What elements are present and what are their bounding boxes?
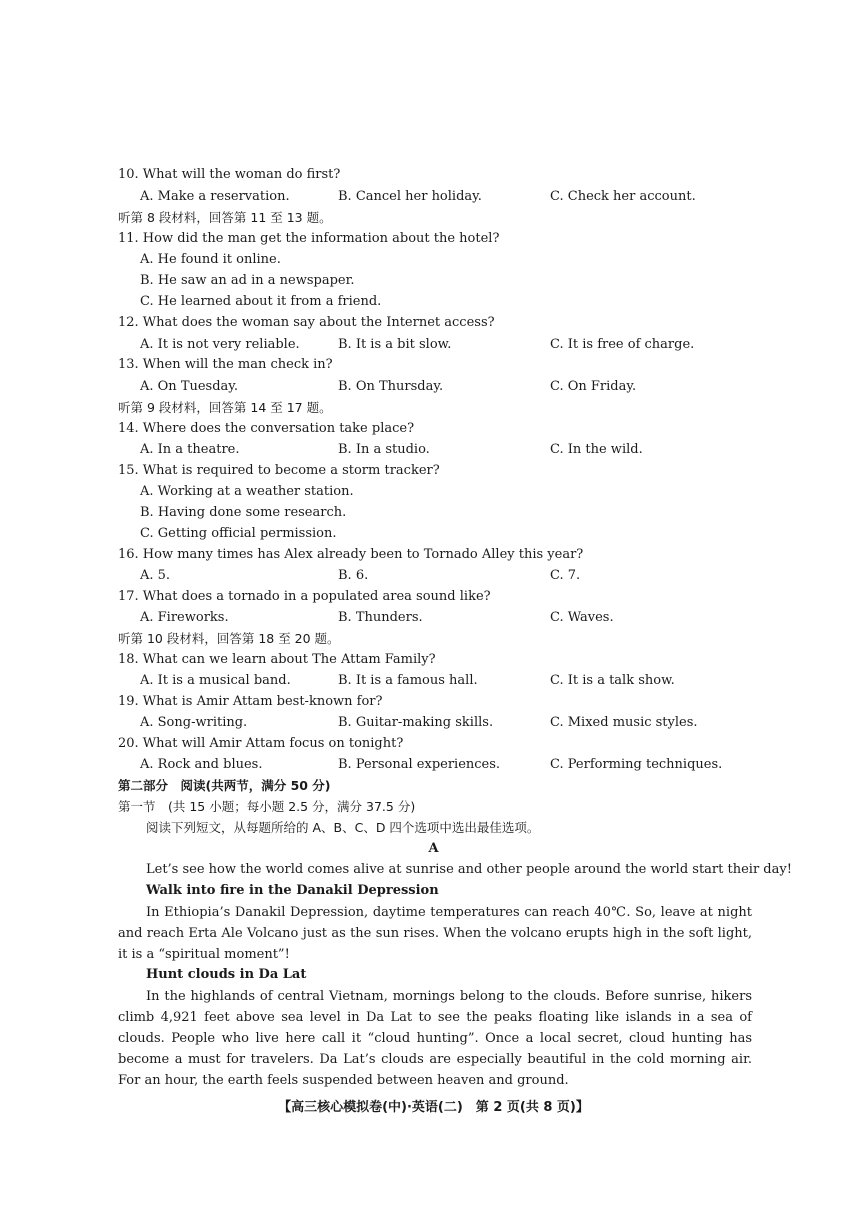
paragraph-danakil: In Ethiopia’s Danakil Depression, daytime temperatures can reach 40℃. So, leave at night and reach Erta Ale Volcano just as the sun rises. When the volcano erupts high in the soft light, it is a “spiritual moment”! [118,905,752,962]
q17-option-c: C. Waves. [550,610,614,625]
q11-option-a: A. He found it online. [140,252,281,267]
question-13: 13. When will the man check in? [118,357,333,372]
q12-option-a: A. It is not very reliable. [140,337,300,352]
section-intro-8: 听第 8 段材料，回答第 11 至 13 题。 [118,210,332,225]
q10-option-a: A. Make a reservation. [140,189,290,204]
q14-option-c: C. In the wild. [550,442,643,457]
question-16: 16. How many times has Alex already been to Tornado Alley this year? [118,547,584,562]
q16-option-a: A. 5. [140,568,171,583]
q12-option-c: C. It is free of charge. [550,337,695,352]
section-one-title: 第一节 (共 15 小题；每小题 2.5 分，满分 37.5 分) [118,799,416,814]
q19-option-a: A. Song-writing. [140,715,248,730]
q20-option-b: B. Personal experiences. [338,757,501,772]
q15-option-b: B. Having done some research. [140,505,347,520]
section-intro-9: 听第 9 段材料，回答第 14 至 17 题。 [118,400,332,415]
q11-option-c: C. He learned about it from a friend. [140,294,382,309]
heading-da-lat: Hunt clouds in Da Lat [146,967,307,982]
q10-option-c: C. Check her account. [550,189,696,204]
q14-option-b: B. In a studio. [338,442,430,457]
q17-option-b: B. Thunders. [338,610,423,625]
q17-option-a: A. Fireworks. [140,610,229,625]
part-two-title: 第二部分 阅读(共两节，满分 50 分) [118,778,331,793]
question-17: 17. What does a tornado in a populated area sound like? [118,589,491,604]
q12-option-b: B. It is a bit slow. [338,337,452,352]
section-intro-10: 听第 10 段材料，回答第 18 至 20 题。 [118,631,340,646]
passage-label: A [428,841,439,856]
question-19: 19. What is Amir Attam best-known for? [118,694,383,709]
q20-option-c: C. Performing techniques. [550,757,723,772]
q15-option-a: A. Working at a weather station. [140,484,354,499]
question-11: 11. How did the man get the information about the hotel? [118,231,500,246]
reading-instruction: 阅读下列短文，从每题所给的 A、B、C、D 四个选项中选出最佳选项。 [146,820,540,835]
heading-danakil: Walk into fire in the Danakil Depression [146,883,439,898]
paragraph-da-lat: In the highlands of central Vietnam, mornings belong to the clouds. Before sunrise, hikers climb 4,921 feet above sea level in Da Lat to see the peaks floating like islands in a sea of clouds. People who live here call it “cloud hunting”. Once a local secret, cloud hunting has become a must for travelers. Da Lat’s clouds are especially beautiful in the cold morning air. For an hour, the earth feels suspended between heaven and ground. [118,989,752,1088]
q16-option-c: C. 7. [550,568,581,583]
q18-option-a: A. It is a musical band. [140,673,291,688]
q18-option-c: C. It is a talk show. [550,673,675,688]
question-12: 12. What does the woman say about the Internet access? [118,315,495,330]
q20-option-a: A. Rock and blues. [140,757,263,772]
question-18: 18. What can we learn about The Attam Family? [118,652,436,667]
q10-option-b: B. Cancel her holiday. [338,189,482,204]
question-20: 20. What will Amir Attam focus on tonight? [118,736,404,751]
q19-option-c: C. Mixed music styles. [550,715,698,730]
q13-option-c: C. On Friday. [550,379,637,394]
q15-option-c: C. Getting official permission. [140,526,337,541]
passage-intro: Let’s see how the world comes alive at sunrise and other people around the world start their day! [146,862,792,877]
q14-option-a: A. In a theatre. [140,442,240,457]
question-14: 14. Where does the conversation take place? [118,421,415,436]
question-10: 10. What will the woman do first? [118,167,341,182]
q16-option-b: B. 6. [338,568,369,583]
question-15: 15. What is required to become a storm tracker? [118,463,440,478]
page-footer: 【高三核心模拟卷(中)·英语(二) 第 2 页(共 8 页)】 [278,1100,589,1115]
q13-option-b: B. On Thursday. [338,379,444,394]
q18-option-b: B. It is a famous hall. [338,673,478,688]
q13-option-a: A. On Tuesday. [140,379,239,394]
q11-option-b: B. He saw an ad in a newspaper. [140,273,355,288]
q19-option-b: B. Guitar-making skills. [338,715,494,730]
